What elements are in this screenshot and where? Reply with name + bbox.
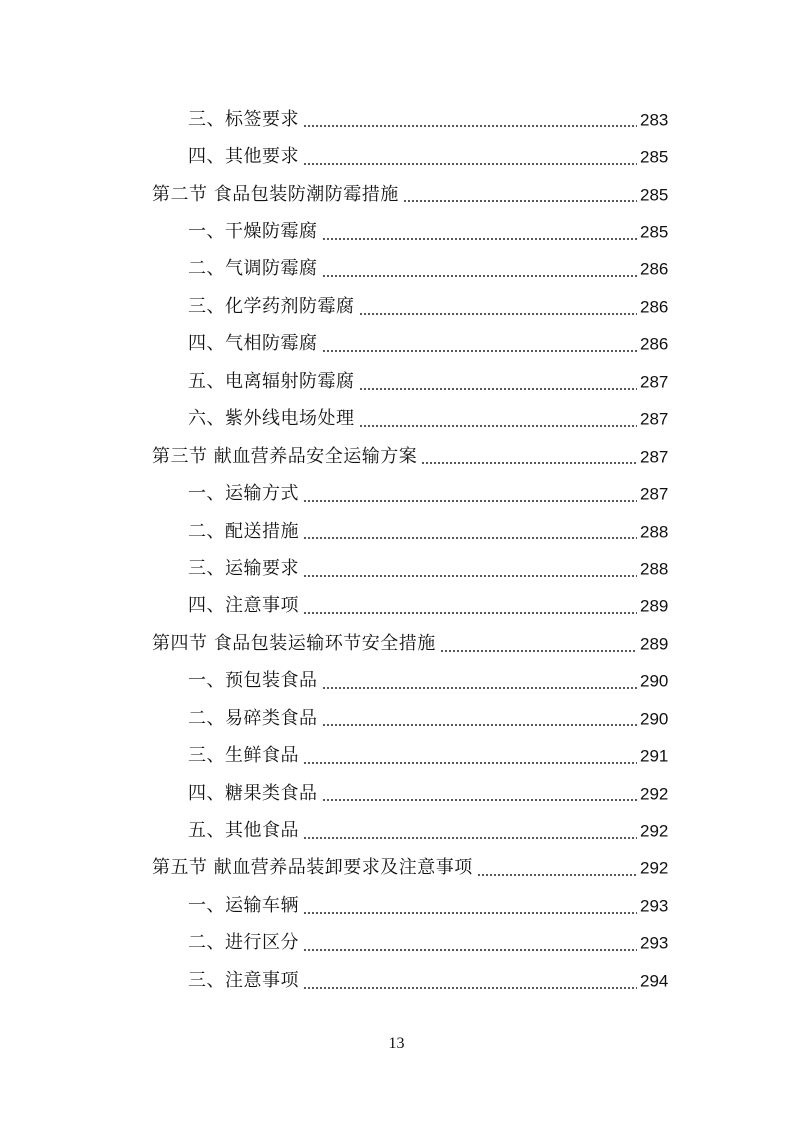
toc-dot-leader	[303, 612, 637, 614]
toc-subsection-entry[interactable]	[0, 475, 793, 512]
toc-dot-leader	[303, 987, 637, 989]
toc-entry-page: 285	[640, 185, 669, 205]
toc-subsection-entry[interactable]	[0, 288, 793, 325]
toc-section-entry[interactable]	[0, 625, 793, 662]
toc-entry-title: 二、易碎类食品	[188, 707, 318, 729]
toc-dot-leader	[421, 462, 637, 464]
toc-dot-leader	[403, 200, 637, 202]
toc-entry-page: 286	[640, 297, 669, 317]
toc-dot-leader	[440, 650, 637, 652]
toc-entry-title: 三、运输要求	[188, 557, 299, 579]
page-number: 13	[388, 1035, 405, 1052]
toc-subsection-entry[interactable]	[0, 812, 793, 849]
toc-subsection-entry[interactable]	[0, 251, 793, 288]
toc-entry-title: 四、气相防霉腐	[188, 333, 318, 355]
toc-subsection-entry[interactable]	[0, 887, 793, 924]
toc-entry-title: 五、其他食品	[188, 820, 299, 842]
toc-entry-title: 二、配送措施	[188, 520, 299, 542]
toc-entry-page: 292	[640, 858, 669, 878]
toc-entry-page: 288	[640, 559, 669, 579]
toc-entry-page: 285	[640, 147, 669, 167]
toc-dot-leader	[322, 799, 637, 801]
toc-entry-page: 291	[640, 746, 669, 766]
toc-entry-page: 289	[640, 634, 669, 654]
toc-entry-title: 四、其他要求	[188, 146, 299, 168]
toc-dot-leader	[303, 500, 637, 502]
toc-entry-title: 二、气调防霉腐	[188, 258, 318, 280]
toc-subsection-entry[interactable]	[0, 401, 793, 438]
toc-entry-page: 286	[640, 334, 669, 354]
toc-entry-page: 287	[640, 484, 669, 504]
toc-entry-page: 283	[640, 110, 669, 130]
toc-entry-title: 第三节 献血营养品安全运输方案	[152, 445, 418, 467]
toc-dot-leader	[322, 687, 637, 689]
toc-entry-title: 第五节 献血营养品装卸要求及注意事项	[152, 857, 473, 879]
toc-entry-title: 三、化学药剂防霉腐	[188, 295, 355, 317]
toc-entry-page: 288	[640, 522, 669, 542]
toc-entry-page: 287	[640, 409, 669, 429]
toc-entry-title: 三、注意事项	[188, 969, 299, 991]
toc-dot-leader	[303, 837, 637, 839]
toc-entry-title: 五、电离辐射防霉腐	[188, 370, 355, 392]
toc-entry-title: 三、生鲜食品	[188, 745, 299, 767]
toc-entry-page: 290	[640, 709, 669, 729]
toc-subsection-entry[interactable]	[0, 925, 793, 962]
table-of-contents	[0, 101, 793, 1000]
toc-entry-title: 三、标签要求	[188, 108, 299, 130]
toc-subsection-entry[interactable]	[0, 737, 793, 774]
toc-subsection-entry[interactable]	[0, 513, 793, 550]
toc-subsection-entry[interactable]	[0, 588, 793, 625]
toc-subsection-entry[interactable]	[0, 663, 793, 700]
toc-entry-page: 285	[640, 222, 669, 242]
toc-dot-leader	[322, 724, 637, 726]
toc-entry-title: 一、运输方式	[188, 483, 299, 505]
toc-entry-title: 第四节 食品包装运输环节安全措施	[152, 632, 436, 654]
toc-entry-title: 第二节 食品包装防潮防霉措施	[152, 183, 399, 205]
toc-subsection-entry[interactable]	[0, 213, 793, 250]
toc-dot-leader	[359, 388, 637, 390]
toc-subsection-entry[interactable]	[0, 962, 793, 999]
toc-dot-leader	[303, 912, 637, 914]
toc-entry-title: 一、干燥防霉腐	[188, 221, 318, 243]
toc-entry-title: 六、紫外线电场处理	[188, 408, 355, 430]
toc-entry-page: 287	[640, 372, 669, 392]
toc-entry-page: 289	[640, 596, 669, 616]
toc-dot-leader	[477, 874, 637, 876]
toc-dot-leader	[303, 125, 637, 127]
toc-section-entry[interactable]	[0, 438, 793, 475]
toc-dot-leader	[303, 949, 637, 951]
toc-entry-page: 290	[640, 671, 669, 691]
toc-entry-page: 293	[640, 933, 669, 953]
toc-dot-leader	[303, 163, 637, 165]
toc-entry-page: 294	[640, 971, 669, 991]
toc-entry-title: 四、糖果类食品	[188, 782, 318, 804]
toc-entry-title: 一、预包装食品	[188, 670, 318, 692]
toc-entry-title: 一、运输车辆	[188, 894, 299, 916]
toc-dot-leader	[322, 275, 637, 277]
toc-subsection-entry[interactable]	[0, 138, 793, 175]
toc-subsection-entry[interactable]	[0, 775, 793, 812]
toc-dot-leader	[303, 762, 637, 764]
toc-entry-page: 292	[640, 821, 669, 841]
toc-entry-page: 293	[640, 896, 669, 916]
toc-entry-title: 四、注意事项	[188, 595, 299, 617]
toc-dot-leader	[359, 313, 637, 315]
toc-dot-leader	[359, 425, 637, 427]
toc-subsection-entry[interactable]	[0, 101, 793, 138]
toc-dot-leader	[303, 575, 637, 577]
toc-dot-leader	[303, 537, 637, 539]
toc-section-entry[interactable]	[0, 850, 793, 887]
toc-entry-title: 二、进行区分	[188, 932, 299, 954]
toc-section-entry[interactable]	[0, 176, 793, 213]
toc-dot-leader	[322, 350, 637, 352]
toc-entry-page: 287	[640, 447, 669, 467]
toc-subsection-entry[interactable]	[0, 326, 793, 363]
toc-subsection-entry[interactable]	[0, 550, 793, 587]
toc-subsection-entry[interactable]	[0, 363, 793, 400]
toc-entry-page: 286	[640, 259, 669, 279]
toc-subsection-entry[interactable]	[0, 700, 793, 737]
toc-entry-page: 292	[640, 784, 669, 804]
toc-dot-leader	[322, 238, 637, 240]
